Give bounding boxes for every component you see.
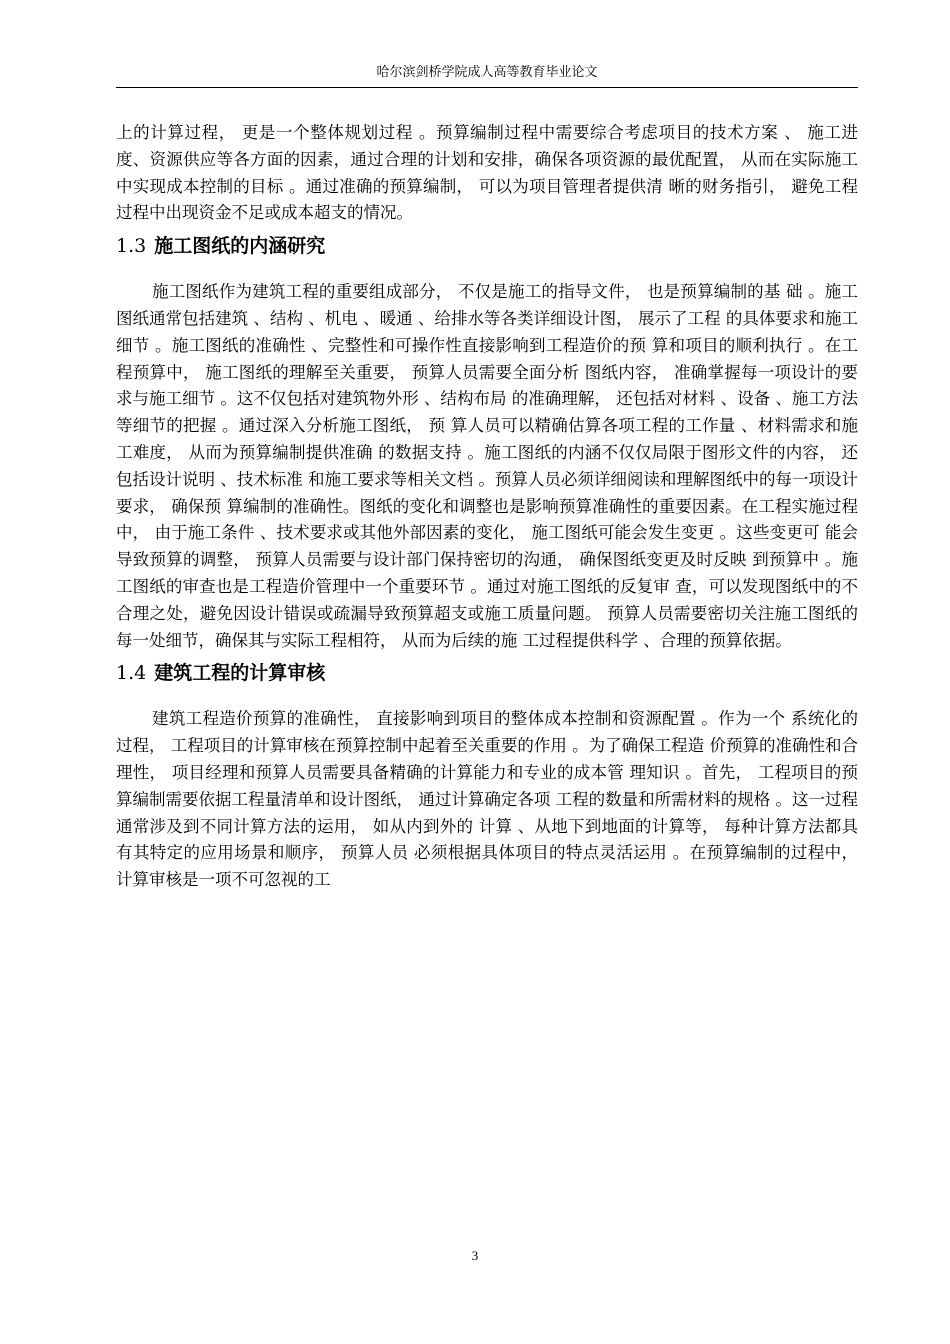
section-number: 1.4 (116, 662, 147, 685)
section-number: 1.3 (116, 235, 147, 258)
section-title: 施工图纸的内涵研究 (154, 235, 326, 258)
section-1-4-paragraph: 建筑工程造价预算的准确性， 直接影响到项目的整体成本控制和资源配置 。作为一个 系统化的过程， 工程项目的计算审核在预算控制中起着至关重要的作用 。为了确保工程造 价预算的准确性和合理性， 项目经理和预算人员需要具备精确的计算能力和专业的成本管 理知识 。首先， 工程项目的预算编制需要依据工程量清单和设计图纸， 通过计算确定各项 工程的数量和所需材料的规格 。这一过程通常涉及到不同计算方法的运用， 如从内到外的 计算 、从地下到地面的计算等， 每种计算方法都具有其特定的应用场景和顺序， 预算人员 必须根据具体项目的特点灵活运用 。在预算编制的过程中， 计算审核是一项不可忽视的工 (116, 709, 858, 890)
header-divider (116, 87, 858, 88)
section-heading-1-3 (116, 227, 858, 273)
section-1-3-paragraph: 施工图纸作为建筑工程的重要组成部分， 不仅是施工的指导文件， 也是预算编制的基 础 。施工图纸通常包括建筑 、结构 、机电 、暖通 、给排水等各类详细设计图， 展示了工程 的具体要求和施工细节 。施工图纸的准确性 、完整性和可操作性直接影响到工程造价的预 算和项目的顺利执行 。在工程预算中， 施工图纸的理解至关重要， 预算人员需要全面分析 图纸内容， 准确掌握每一项设计的要求与施工细节 。这不仅包括对建筑物外形 、结构布局 的准确理解， 还包括对材料 、设备 、施工方法等细节的把握 。通过深入分析施工图纸， 预 算人员可以精确估算各项工程的工作量 、材料需求和施工难度， 从而为预算编制提供准确 的数据支持 。施工图纸的内涵不仅仅局限于图形文件的内容， 还包括设计说明 、技术标准 和施工要求等相关文档 。预算人员必须详细阅读和理解图纸中的每一项设计要求， 确保预 算编制的准确性。图纸的变化和调整也是影响预算准确性的重要因素。在工程实施过程中， 由于施工条件 、技术要求或其他外部因素的变化， 施工图纸可能会发生变更 。这些变更可 能会导致预算的调整， 预算人员需要与设计部门保持密切的沟通， 确保图纸变更及时反映 到预算中 。施工图纸的审查也是工程造价管理中一个重要环节 。通过对施工图纸的反复审 查，可以发现图纸中的不合理之处，避免因设计错误或疏漏导致预算超支或施工质量问题。 预算人员需要密切关注施工图纸的每一处细节，确保其与实际工程相符， 从而为后续的施 工过程提供科学 、合理的预算依据。 (116, 282, 858, 650)
section-title: 建筑工程的计算审核 (154, 662, 326, 685)
document-body (116, 120, 858, 894)
page-header-title: 哈尔滨剑桥学院成人高等教育毕业论文 (376, 65, 598, 80)
section-heading-1-4 (116, 654, 858, 700)
page-number: 3 (471, 1248, 479, 1263)
intro-paragraph: 上的计算过程， 更是一个整体规划过程 。预算编制过程中需要综合考虑项目的技术方案 、 施工进度、资源供应等各方面的因素，通过合理的计划和安排，确保各项资源的最优配置， 从而在实际施工中实现成本控制的目标 。通过准确的预算编制， 可以为项目管理者提供清 晰的财务指引， 避免工程过程中出现资金不足或成本超支的情况。 (116, 123, 858, 223)
